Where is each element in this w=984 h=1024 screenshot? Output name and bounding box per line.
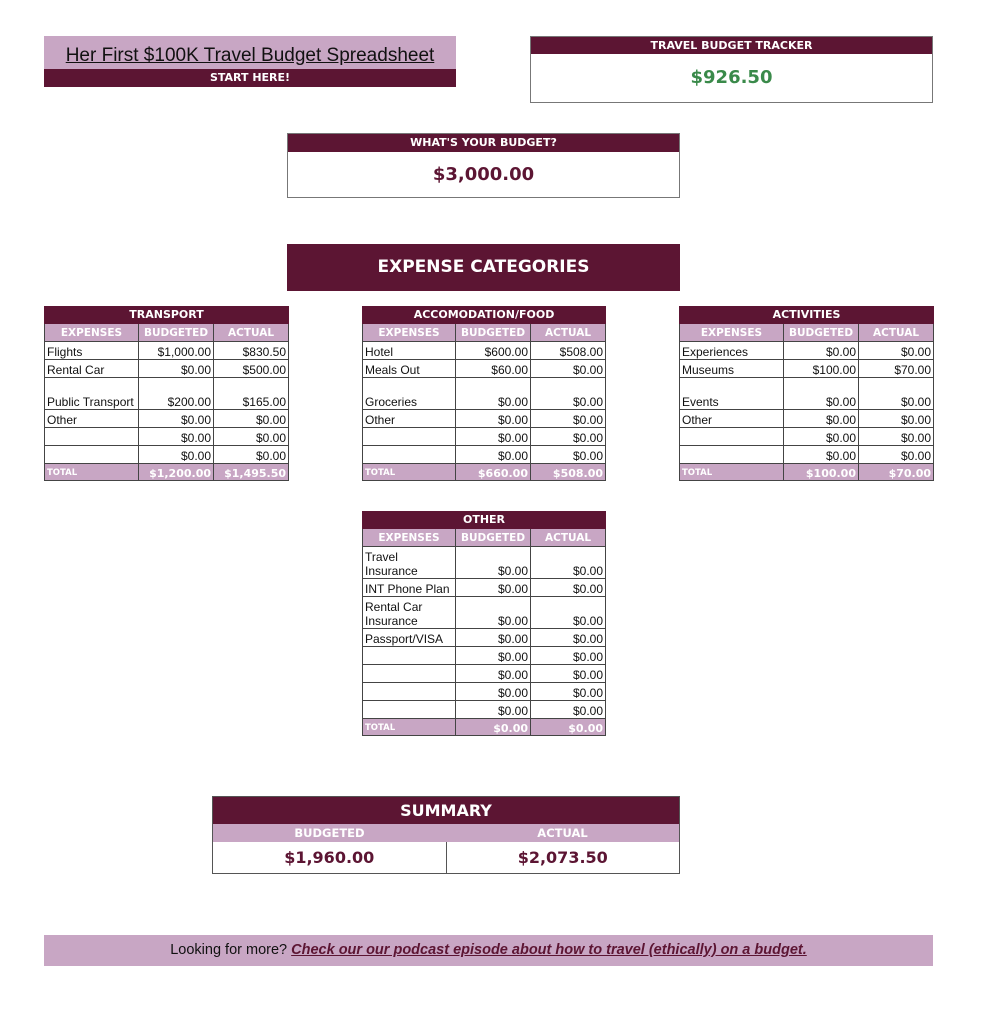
table-row [45, 342, 289, 360]
total-budgeted-cell: $0.00 [456, 719, 531, 736]
summary-header [213, 824, 679, 842]
table-row [363, 629, 606, 647]
actual-cell[interactable]: $0.00 [859, 410, 934, 428]
total-label: TOTAL [363, 719, 456, 736]
table-title-row [363, 512, 606, 529]
summary-budgeted-label: BUDGETED [294, 826, 365, 840]
budgeted-cell[interactable]: $0.00 [139, 446, 214, 464]
column-header-actual: ACTUAL [859, 324, 934, 342]
table-row [45, 378, 289, 410]
expense-name-cell[interactable] [363, 665, 456, 683]
summary-values [213, 842, 679, 873]
budgeted-cell[interactable]: $1,000.00 [139, 342, 214, 360]
table-row [363, 428, 606, 446]
table-title-row [363, 307, 606, 324]
total-actual-cell: $70.00 [859, 464, 934, 481]
table-header-row [45, 324, 289, 342]
column-header-expenses: EXPENSES [363, 529, 456, 547]
actual-cell[interactable]: $0.00 [531, 446, 606, 464]
total-budgeted-cell: $100.00 [784, 464, 859, 481]
summary-budgeted-value[interactable]: $1,960.00 [213, 842, 447, 873]
table-row [680, 378, 934, 410]
budgeted-cell[interactable]: $0.00 [456, 547, 531, 579]
column-header-actual: ACTUAL [214, 324, 289, 342]
expense-name-cell[interactable]: Flights [45, 342, 139, 360]
table-title-row [45, 307, 289, 324]
table-row [363, 342, 606, 360]
total-actual-cell: $508.00 [531, 464, 606, 481]
actual-cell[interactable]: $0.00 [531, 701, 606, 719]
budgeted-cell[interactable]: $600.00 [456, 342, 531, 360]
total-label: TOTAL [680, 464, 784, 481]
actual-cell[interactable]: $0.00 [531, 410, 606, 428]
table-header-row [363, 324, 606, 342]
table-row [680, 342, 934, 360]
budgeted-cell[interactable]: $200.00 [139, 378, 214, 410]
column-header-budgeted: BUDGETED [139, 324, 214, 342]
tracker-value[interactable]: $926.50 [690, 67, 773, 88]
table-row [363, 597, 606, 629]
table-total-row [363, 719, 606, 736]
budgeted-cell[interactable]: $0.00 [456, 378, 531, 410]
column-header-budgeted: BUDGETED [784, 324, 859, 342]
budgeted-cell[interactable]: $0.00 [784, 446, 859, 464]
expense-name-cell[interactable]: Events [680, 378, 784, 410]
column-header-expenses: EXPENSES [680, 324, 784, 342]
table-row [363, 410, 606, 428]
table-row [45, 360, 289, 378]
column-header-budgeted: BUDGETED [456, 324, 531, 342]
expense-name-cell[interactable] [680, 446, 784, 464]
table-title: TRANSPORT [45, 307, 289, 324]
actual-cell[interactable]: $0.00 [531, 428, 606, 446]
actual-cell[interactable]: $0.00 [859, 446, 934, 464]
budgeted-cell[interactable]: $0.00 [456, 683, 531, 701]
table-row [680, 360, 934, 378]
table-row [363, 665, 606, 683]
expense-name-cell[interactable]: Other [45, 410, 139, 428]
column-header-expenses: EXPENSES [45, 324, 139, 342]
actual-cell[interactable]: $830.50 [214, 342, 289, 360]
start-here-label: START HERE! [44, 69, 456, 87]
actual-cell[interactable]: $0.00 [859, 378, 934, 410]
total-budgeted-cell: $1,200.00 [139, 464, 214, 481]
travel-budget-tracker [530, 36, 933, 103]
budgeted-cell[interactable]: $0.00 [456, 629, 531, 647]
actual-cell[interactable]: $508.00 [531, 342, 606, 360]
table-row [363, 579, 606, 597]
title-block [44, 36, 456, 87]
expense-name-cell[interactable]: Travel Insurance [363, 547, 456, 579]
budget-value[interactable]: $3,000.00 [432, 164, 535, 185]
footer-prefix: Looking for more? [170, 942, 288, 958]
table-row [363, 547, 606, 579]
total-actual-cell: $1,495.50 [214, 464, 289, 481]
expense-name-cell[interactable]: INT Phone Plan [363, 579, 456, 597]
summary-box [212, 796, 680, 874]
table-total-row [680, 464, 934, 481]
table-row [363, 446, 606, 464]
expense-name-cell[interactable]: Rental Car Insurance [363, 597, 456, 629]
actual-cell[interactable]: $0.00 [531, 597, 606, 629]
total-budgeted-cell: $660.00 [456, 464, 531, 481]
budgeted-cell[interactable]: $0.00 [784, 410, 859, 428]
column-header-actual: ACTUAL [531, 529, 606, 547]
footer-banner [44, 935, 933, 966]
expense-name-cell[interactable]: Public Transport [45, 378, 139, 410]
summary-actual-label: ACTUAL [537, 826, 588, 840]
expense-categories-heading: EXPENSE CATEGORIES [287, 244, 680, 291]
table-header-row [363, 529, 606, 547]
other-table [362, 511, 606, 736]
table-row [680, 410, 934, 428]
actual-cell[interactable]: $500.00 [214, 360, 289, 378]
table-row [45, 410, 289, 428]
activities-table [679, 306, 934, 481]
table-title: ACTIVITIES [680, 307, 934, 324]
expense-name-cell[interactable]: Groceries [363, 378, 456, 410]
table-total-row [363, 464, 606, 481]
budgeted-cell[interactable]: $0.00 [784, 428, 859, 446]
table-row [363, 378, 606, 410]
expense-name-cell[interactable]: Rental Car [45, 360, 139, 378]
actual-cell[interactable]: $165.00 [214, 378, 289, 410]
table-header-row [680, 324, 934, 342]
table-title: OTHER [363, 512, 606, 529]
podcast-link[interactable]: Check our our podcast episode about how to travel (ethically) on a budget. [291, 942, 807, 958]
budgeted-cell[interactable]: $0.00 [456, 410, 531, 428]
total-actual-cell: $0.00 [531, 719, 606, 736]
spreadsheet-title[interactable]: Her First $100K Travel Budget Spreadsheet [44, 36, 456, 69]
actual-cell[interactable]: $0.00 [531, 683, 606, 701]
summary-title: SUMMARY [213, 797, 679, 824]
budgeted-cell[interactable]: $0.00 [784, 378, 859, 410]
budgeted-cell[interactable]: $0.00 [456, 647, 531, 665]
table-title-row [680, 307, 934, 324]
table-total-row [45, 464, 289, 481]
expense-name-cell[interactable] [680, 428, 784, 446]
actual-cell[interactable]: $0.00 [531, 360, 606, 378]
budgeted-cell[interactable]: $0.00 [139, 410, 214, 428]
budgeted-cell[interactable]: $0.00 [456, 428, 531, 446]
budgeted-cell[interactable]: $60.00 [456, 360, 531, 378]
budgeted-cell[interactable]: $0.00 [456, 665, 531, 683]
accomodation-food-table [362, 306, 606, 481]
expense-name-cell[interactable] [45, 428, 139, 446]
actual-cell[interactable]: $0.00 [531, 665, 606, 683]
expense-name-cell[interactable] [363, 446, 456, 464]
actual-cell[interactable]: $0.00 [531, 647, 606, 665]
column-header-budgeted: BUDGETED [456, 529, 531, 547]
actual-cell[interactable]: $0.00 [531, 378, 606, 410]
actual-cell[interactable]: $0.00 [859, 342, 934, 360]
actual-cell[interactable]: $0.00 [531, 547, 606, 579]
budgeted-cell[interactable]: $100.00 [784, 360, 859, 378]
actual-cell[interactable]: $0.00 [531, 629, 606, 647]
actual-cell[interactable]: $0.00 [214, 428, 289, 446]
expense-name-cell[interactable]: Meals Out [363, 360, 456, 378]
column-header-expenses: EXPENSES [363, 324, 456, 342]
tracker-label: TRAVEL BUDGET TRACKER [531, 37, 932, 54]
total-label: TOTAL [45, 464, 139, 481]
budgeted-cell[interactable]: $0.00 [784, 342, 859, 360]
budgeted-cell[interactable]: $0.00 [139, 428, 214, 446]
table-row [363, 360, 606, 378]
table-row [363, 647, 606, 665]
actual-cell[interactable]: $0.00 [214, 446, 289, 464]
table-row [680, 446, 934, 464]
table-title: ACCOMODATION/FOOD [363, 307, 606, 324]
budgeted-cell[interactable]: $0.00 [139, 360, 214, 378]
expense-name-cell[interactable]: Museums [680, 360, 784, 378]
expense-name-cell[interactable] [363, 428, 456, 446]
budgeted-cell[interactable]: $0.00 [456, 579, 531, 597]
table-row [680, 428, 934, 446]
expense-name-cell[interactable] [363, 683, 456, 701]
transport-table [44, 306, 289, 481]
budgeted-cell[interactable]: $0.00 [456, 597, 531, 629]
column-header-actual: ACTUAL [531, 324, 606, 342]
expense-name-cell[interactable]: Hotel [363, 342, 456, 360]
expense-name-cell[interactable]: Other [363, 410, 456, 428]
actual-cell[interactable]: $0.00 [531, 579, 606, 597]
actual-cell[interactable]: $0.00 [859, 428, 934, 446]
budget-label: WHAT'S YOUR BUDGET? [288, 134, 679, 152]
table-row [45, 446, 289, 464]
expense-name-cell[interactable] [363, 647, 456, 665]
table-row [45, 428, 289, 446]
budgeted-cell[interactable]: $0.00 [456, 446, 531, 464]
table-row [363, 701, 606, 719]
budgeted-cell[interactable]: $0.00 [456, 701, 531, 719]
total-label: TOTAL [363, 464, 456, 481]
expense-name-cell[interactable] [363, 701, 456, 719]
expense-name-cell[interactable]: Passport/VISA [363, 629, 456, 647]
expense-name-cell[interactable] [45, 446, 139, 464]
actual-cell[interactable]: $0.00 [214, 410, 289, 428]
budget-box [287, 133, 680, 198]
actual-cell[interactable]: $70.00 [859, 360, 934, 378]
table-row [363, 683, 606, 701]
expense-name-cell[interactable]: Other [680, 410, 784, 428]
summary-actual-value[interactable]: $2,073.50 [517, 848, 608, 867]
expense-name-cell[interactable]: Experiences [680, 342, 784, 360]
